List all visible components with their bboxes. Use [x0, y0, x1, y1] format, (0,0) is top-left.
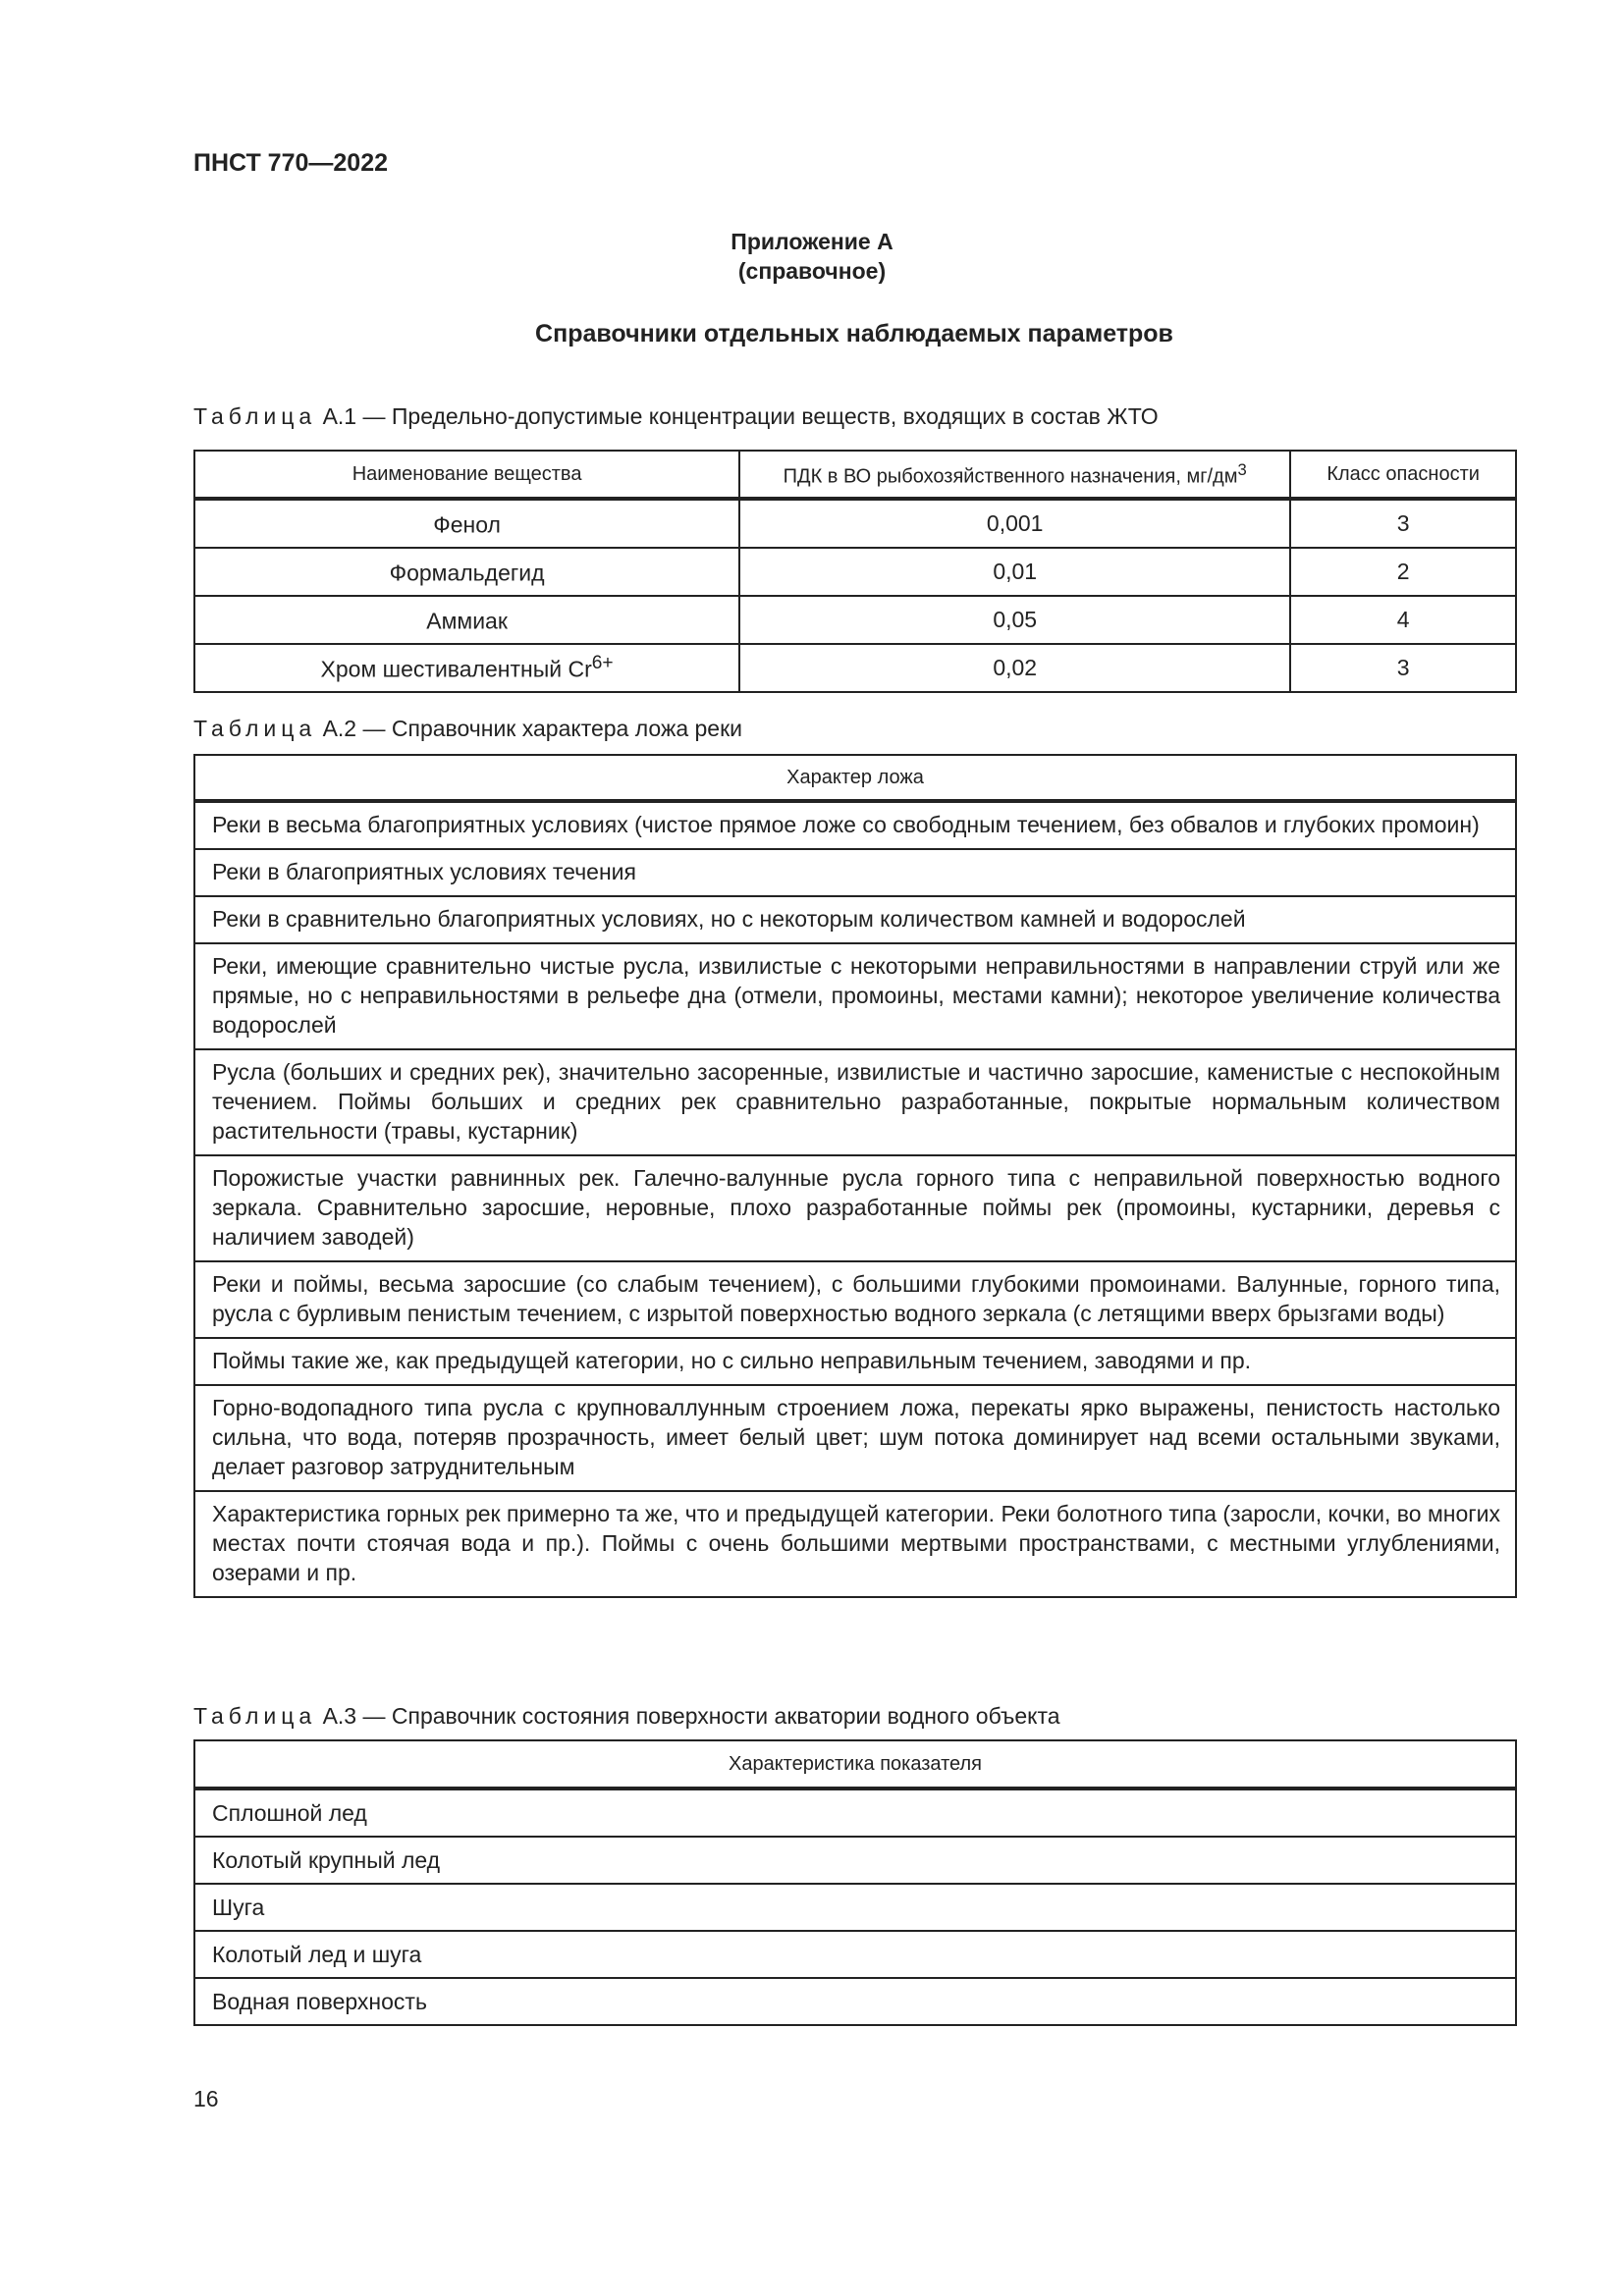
table-row [194, 849, 1516, 896]
table3-caption-label: Таблица [193, 1703, 317, 1729]
table-row [194, 596, 1516, 644]
table-row [194, 1049, 1516, 1155]
substance-cell [194, 548, 739, 596]
hazard-class-cell: 3 [1290, 644, 1516, 692]
surface-state-cell: Водная поверхность [194, 1978, 1516, 2025]
table1-header-pdk-sup: 3 [1237, 459, 1247, 479]
table2-caption-text: А.2 — Справочник характера ложа реки [322, 716, 743, 741]
substance-name: Хром шестивалентный Cr [320, 656, 592, 682]
table2-caption [193, 716, 742, 742]
table-pdk-concentrations [193, 450, 1517, 693]
pdk-cell: 0,01 [739, 548, 1290, 596]
table-row [194, 1261, 1516, 1338]
table-water-surface-state [193, 1739, 1517, 2026]
substance-name: Аммиак [426, 608, 508, 634]
riverbed-cell: Реки в сравнительно благоприятных условиях, но с некоторым количеством камней и водорослей [194, 896, 1516, 943]
table-row [194, 1884, 1516, 1931]
substance-name: Формальдегид [389, 560, 545, 586]
hazard-class-cell: 4 [1290, 596, 1516, 644]
riverbed-cell: Реки в благоприятных условиях течения [194, 849, 1516, 896]
pdk-cell: 0,05 [739, 596, 1290, 644]
hazard-class-cell: 2 [1290, 548, 1516, 596]
table-row [194, 644, 1516, 692]
table3-caption-text: А.3 — Справочник состояния поверхности акватории водного объекта [322, 1703, 1060, 1729]
table1-caption-label: Таблица [193, 403, 317, 429]
table-row [194, 1385, 1516, 1491]
page-number: 16 [193, 2086, 219, 2111]
table1-header-row [194, 451, 1516, 499]
table-row [194, 1155, 1516, 1261]
table-row [194, 801, 1516, 849]
table-row [194, 1837, 1516, 1884]
table-row [194, 1978, 1516, 2025]
substance-sup: 6+ [591, 653, 614, 674]
table1-header-pdk [739, 451, 1290, 499]
surface-state-cell: Сплошной лед [194, 1789, 1516, 1837]
table3-header: Характеристика показателя [194, 1740, 1516, 1789]
riverbed-cell: Поймы такие же, как предыдущей категории, но с сильно неправильным течением, заводями и пр. [194, 1338, 1516, 1385]
riverbed-cell: Реки в весьма благоприятных условиях (чистое прямое ложе со свободным течением, без обвалов и глубоких промоин) [194, 801, 1516, 849]
table-row [194, 1338, 1516, 1385]
substance-cell [194, 644, 739, 692]
hazard-class-cell: 3 [1290, 499, 1516, 548]
table3-caption [193, 1703, 1060, 1730]
table-row [194, 499, 1516, 548]
riverbed-cell: Реки, имеющие сравнительно чистые русла, извилистые с некоторыми неправильностями в направлении струй или же прямые, но с неправильностями в рельефе дна (отмели, промоины, местами камни); некоторое увеличение количества водорослей [194, 943, 1516, 1049]
table1-header-hazard-class: Класс опасности [1290, 451, 1516, 499]
table-row [194, 1789, 1516, 1837]
surface-state-cell: Колотый крупный лед [194, 1837, 1516, 1884]
pdk-cell: 0,02 [739, 644, 1290, 692]
substance-cell [194, 499, 739, 548]
riverbed-cell: Реки и поймы, весьма заросшие (со слабым течением), с большими глубокими промоинами. Валунные, горного типа, русла с бурливым пенистым течением, с изрытой поверхностью водного зеркала (с летящими вверх брызгами воды) [194, 1261, 1516, 1338]
riverbed-cell: Порожистые участки равнинных рек. Галечно-валунные русла горного типа с неправильной поверхностью водного зеркала. Сравнительно заросшие, неровные, плохо разработанные поймы рек (промоины, кустарники, деревья с наличием заводей) [194, 1155, 1516, 1261]
table1-header-substance: Наименование вещества [194, 451, 739, 499]
table-row [194, 1931, 1516, 1978]
riverbed-cell: Русла (больших и средних рек), значительно засоренные, извилистые и частично заросшие, каменистые с неспокойным течением. Поймы больших и средних рек сравнительно разработанные, покрытые нормальным количеством растительности (травы, кустарник) [194, 1049, 1516, 1155]
surface-state-cell: Шуга [194, 1884, 1516, 1931]
table1-caption-text: А.1 — Предельно-допустимые концентрации веществ, входящих в состав ЖТО [322, 403, 1159, 429]
table2-header-row [194, 755, 1516, 801]
annex-title: Приложение А [731, 229, 893, 254]
table2-caption-label: Таблица [193, 716, 317, 741]
table-row [194, 943, 1516, 1049]
section-title: Справочники отдельных наблюдаемых параметров [535, 320, 1173, 347]
table-row [194, 548, 1516, 596]
table-riverbed-character [193, 754, 1517, 1598]
document-id: ПНСТ 770—2022 [193, 149, 388, 177]
riverbed-cell: Горно-водопадного типа русла с крупноваллунным строением ложа, перекаты ярко выражены, пенистость настолько сильна, что вода, потеряв прозрачность, имеет белый цвет; шум потока доминирует над всеми остальными звуками, делает разговор затруднительным [194, 1385, 1516, 1491]
table1-caption [193, 403, 1159, 430]
substance-name: Фенол [433, 511, 501, 538]
substance-cell [194, 596, 739, 644]
table1-header-pdk-text: ПДК в ВО рыбохозяйственного назначения, мг/дм [783, 465, 1238, 488]
riverbed-cell: Характеристика горных рек примерно та же, что и предыдущей категории. Реки болотного типа (заросли, кочки, во многих местах почти стоячая вода и пр.). Поймы с очень большими мертвыми пространствами, с местными углублениями, озерами и пр. [194, 1491, 1516, 1597]
table-row [194, 1491, 1516, 1597]
table2-header: Характер ложа [194, 755, 1516, 801]
table-row [194, 896, 1516, 943]
table3-header-row [194, 1740, 1516, 1789]
annex-subtitle: (справочное) [737, 258, 887, 284]
surface-state-cell: Колотый лед и шуга [194, 1931, 1516, 1978]
annex-heading [0, 227, 1624, 286]
pdk-cell: 0,001 [739, 499, 1290, 548]
